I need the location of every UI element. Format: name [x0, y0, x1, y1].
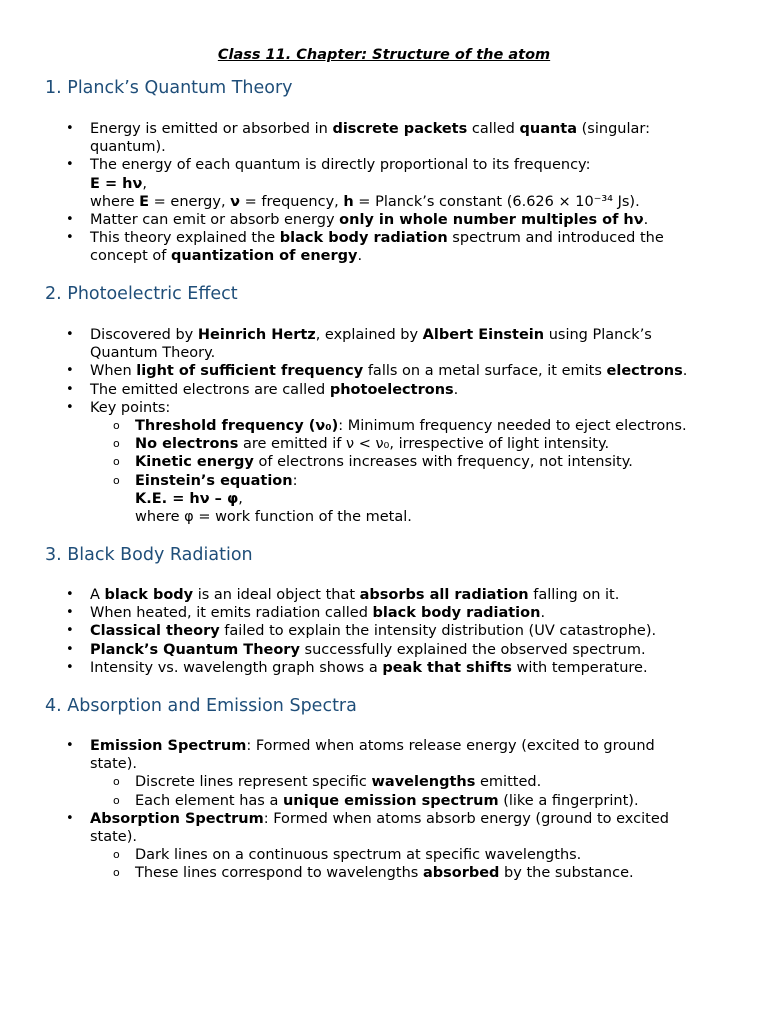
equation: K.E. = hν – φ: [135, 490, 239, 507]
text: These lines correspond to wavelengths: [135, 865, 423, 882]
bold-text: Classical theory: [90, 623, 220, 640]
bold-text: quanta: [519, 121, 578, 137]
section-plancks-quantum-theory: [0, 76, 768, 266]
text: : Formed when atoms release energy (excited to ground state).: [90, 738, 655, 773]
text: by the substance.: [499, 865, 634, 882]
bullet-list: [0, 120, 768, 266]
text: with temperature.: [511, 659, 648, 676]
bold-text: quantization of energy: [171, 248, 358, 265]
bold-text: E: [139, 193, 150, 210]
text: When: [90, 363, 137, 380]
text: The emitted electrons are called: [90, 381, 330, 398]
list-item: [0, 381, 768, 399]
bold-text: absorbed: [422, 865, 500, 882]
text: emitted.: [475, 774, 542, 791]
bold-text: only in whole number multiples of hν: [339, 212, 644, 229]
text: : Formed when atoms absorb energy (ground to excited state).: [90, 810, 669, 846]
list-item: [0, 120, 768, 156]
bold-text: Threshold frequency (ν₀): [135, 418, 339, 435]
bullet-list: [0, 737, 768, 883]
text: This theory explained the: [90, 230, 280, 247]
text: .: [453, 381, 459, 398]
bold-text: Emission Spectrum: [90, 738, 247, 754]
text: A: [90, 587, 105, 603]
section-black-body-radiation: [0, 543, 768, 677]
bold-text: electrons: [606, 363, 683, 380]
bold-text: Einstein’s equation: [135, 472, 293, 489]
bold-text: black body: [104, 587, 194, 603]
sub-list-item: [90, 773, 698, 791]
bold-text: absorbs all radiation: [359, 587, 529, 603]
text: where: [90, 193, 140, 210]
text: = energy,: [149, 193, 231, 210]
text: falls on a metal surface, it emits: [363, 363, 607, 380]
list-item: [0, 362, 768, 380]
list-item: [0, 604, 768, 622]
text: Dark lines on a continuous spectrum at specific wavelengths.: [135, 847, 582, 864]
text: = frequency,: [240, 193, 344, 210]
text: Matter can emit or absorb energy: [90, 212, 340, 229]
text: ,: [238, 490, 243, 507]
section-heading: 4. Absorption and Emission Spectra: [45, 696, 357, 716]
text: spectrum and introduced the concept of: [90, 230, 664, 265]
text: using Planck’s Quantum Theory.: [90, 327, 652, 362]
text: Intensity vs. wavelength graph shows a: [90, 659, 383, 676]
bold-text: Albert Einstein: [422, 327, 545, 343]
text: Discrete lines represent specific: [135, 774, 372, 791]
equation: E = hν: [90, 175, 143, 192]
list-item: [0, 737, 768, 810]
text: :: [292, 472, 298, 489]
bold-text: Planck’s Quantum Theory: [90, 641, 300, 658]
list-item: [0, 156, 768, 211]
bold-text: h: [343, 193, 354, 210]
list-item: [0, 622, 768, 640]
sub-list-item: [90, 846, 698, 864]
bold-text: Heinrich Hertz: [197, 327, 316, 343]
sub-list-item: [90, 417, 698, 435]
sub-list-item: [90, 472, 698, 527]
bold-text: light of sufficient frequency: [136, 363, 364, 380]
bullet-list: [0, 326, 768, 526]
text: = Planck’s constant (6.626 × 10⁻³⁴ Js).: [353, 193, 640, 210]
list-item: [0, 229, 768, 265]
bold-text: black body radiation: [279, 230, 448, 247]
text: The energy of each quantum is directly proportional to its frequency:: [90, 157, 591, 174]
document-title: Class 11. Chapter: Structure of the atom: [217, 47, 551, 63]
list-item: [0, 586, 768, 604]
list-item: [0, 326, 768, 362]
text: ,: [142, 175, 147, 192]
bullet-list: [0, 586, 768, 677]
list-item: [0, 810, 768, 883]
bold-text: Kinetic energy: [135, 454, 254, 471]
bold-text: photoelectrons: [329, 381, 454, 398]
bold-text: Absorption Spectrum: [90, 810, 264, 827]
text: falling on it.: [528, 587, 620, 603]
text: (like a fingerprint).: [498, 792, 639, 809]
list-item: [0, 399, 768, 526]
sub-list-item: [90, 792, 698, 810]
text: where φ = work function of the metal.: [135, 509, 412, 526]
text: called: [467, 121, 520, 137]
text: Each element has a: [135, 792, 283, 809]
section-heading: 3. Black Body Radiation: [45, 545, 253, 565]
sub-list-item: [90, 453, 698, 471]
text: , explained by: [315, 327, 423, 343]
text: is an ideal object that: [193, 587, 360, 603]
text: When heated, it emits radiation called: [90, 605, 373, 622]
text: are emitted if ν < ν₀, irrespective of light intensity.: [238, 436, 610, 453]
bold-text: No electrons: [135, 436, 239, 453]
bold-text: wavelengths: [371, 774, 476, 791]
list-item: [0, 211, 768, 229]
bold-text: peak that shifts: [382, 659, 512, 676]
bold-text: unique emission spectrum: [282, 792, 499, 809]
section-heading: 1. Planck’s Quantum Theory: [45, 78, 293, 98]
section-absorption-emission-spectra: [0, 694, 768, 883]
text: failed to explain the intensity distribution (UV catastrophe).: [219, 623, 657, 640]
text: of electrons increases with frequency, not intensity.: [253, 454, 633, 471]
text: .: [540, 605, 546, 622]
text: .: [357, 248, 363, 265]
list-item: [0, 641, 768, 659]
bold-text: ν: [230, 193, 241, 210]
text: Energy is emitted or absorbed in: [90, 121, 333, 137]
sub-list-item: [90, 435, 698, 453]
text: Key points:: [90, 399, 171, 416]
bold-text: black body radiation: [372, 605, 541, 622]
section-heading: 2. Photoelectric Effect: [45, 284, 238, 304]
section-photoelectric-effect: [0, 282, 768, 526]
list-item: [0, 659, 768, 677]
text: .: [643, 212, 649, 229]
text: : Minimum frequency needed to eject electrons.: [338, 418, 687, 435]
sub-list-item: [90, 864, 698, 882]
text: .: [682, 363, 688, 380]
text: Discovered by: [90, 327, 198, 343]
bold-text: discrete packets: [332, 121, 468, 137]
text: successfully explained the observed spectrum.: [299, 641, 646, 658]
text: (singular: quantum).: [90, 121, 650, 156]
